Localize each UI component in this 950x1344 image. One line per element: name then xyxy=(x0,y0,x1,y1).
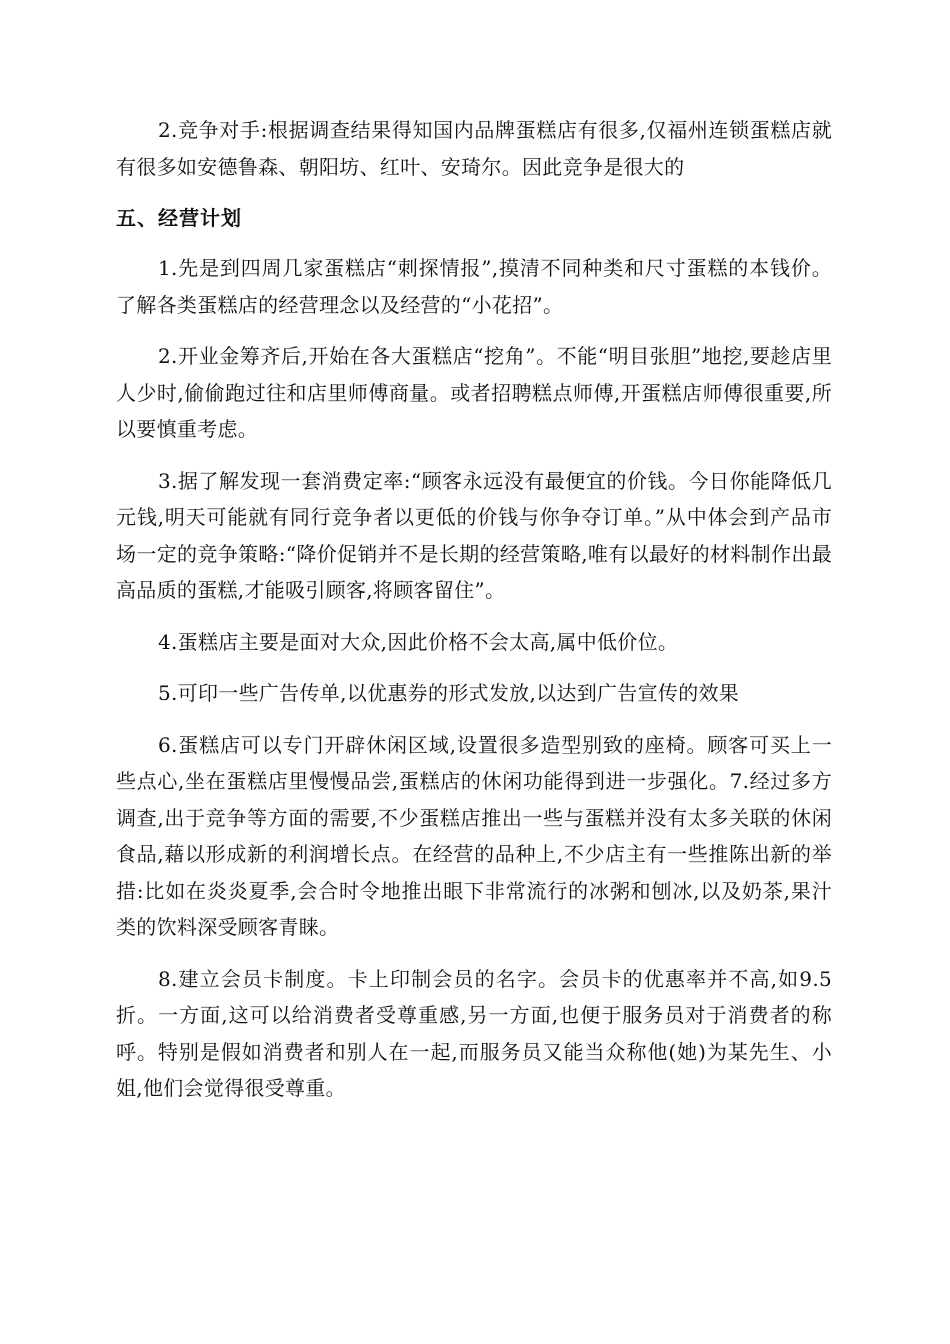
paragraph-plan-8: 8.建立会员卡制度。卡上印制会员的名字。会员卡的优惠率并不高,如9.5折。一方面,这可以给消费者受尊重感,另一方面,也便于服务员对于消费者的称呼。特别是假如消费者和别人在一起,而服务员又能当众称他(她)为某先生、小姐,他们会觉得很受尊重。 xyxy=(116,966,832,1100)
paragraph-plan-4: 4.蛋糕店主要是面对大众,因此价格不会太高,属中低价位。 xyxy=(158,629,679,654)
paragraph-plan-1: 1.先是到四周几家蛋糕店“刺探情报”,摸清不同种类和尺寸蛋糕的本钱价。了解各类蛋糕店的经营理念以及经营的“小花招”。 xyxy=(116,256,832,317)
paragraph-plan-3: 3.据了解发现一套消费定率:“顾客永远没有最便宜的价钱。今日你能降低几元钱,明天可能就有同行竞争者以更低的价钱与你争夺订单。”从中体会到产品市场一定的竞争策略:“降价促销并不是长期的经营策略,唯有以最好的材料制作出最高品质的蛋糕,才能吸引顾客,将顾客留住”。 xyxy=(116,468,832,602)
paragraph-plan-5: 5.可印一些广告传单,以优惠券的形式发放,以达到广告宣传的效果 xyxy=(158,681,740,705)
paragraph-competitors: 2.竞争对手:根据调查结果得知国内品牌蛋糕店有很多,仅福州连锁蛋糕店就有很多如安德鲁森、朝阳坊、红叶、安琦尔。因此竞争是很大的 xyxy=(116,118,832,179)
document-body xyxy=(116,112,832,1122)
section-heading-business-plan: 五、经营计划 xyxy=(116,206,242,230)
paragraph-plan-2: 2.开业金筹齐后,开始在各大蛋糕店“挖角”。不能“明目张胆”地挖,要趁店里人少时,偷偷跑过往和店里师傅商量。或者招聘糕点师傅,开蛋糕店师傅很重要,所以要慎重考虑。 xyxy=(116,344,832,441)
paragraph-plan-6-7: 6.蛋糕店可以专门开辟休闲区域,设置很多造型别致的座椅。顾客可买上一些点心,坐在蛋糕店里慢慢品尝,蛋糕店的休闲功能得到进一步强化。7.经过多方调查,出于竞争等方面的需要,不少蛋糕店推出一些与蛋糕并没有太多关联的休闲食品,藉以形成新的利润增长点。在经营的品种上,不少店主有一些推陈出新的举措:比如在炎炎夏季,会合时令地推出眼下非常流行的冰粥和刨冰,以及奶茶,果汁类的饮料深受顾客青睐。 xyxy=(116,732,832,939)
